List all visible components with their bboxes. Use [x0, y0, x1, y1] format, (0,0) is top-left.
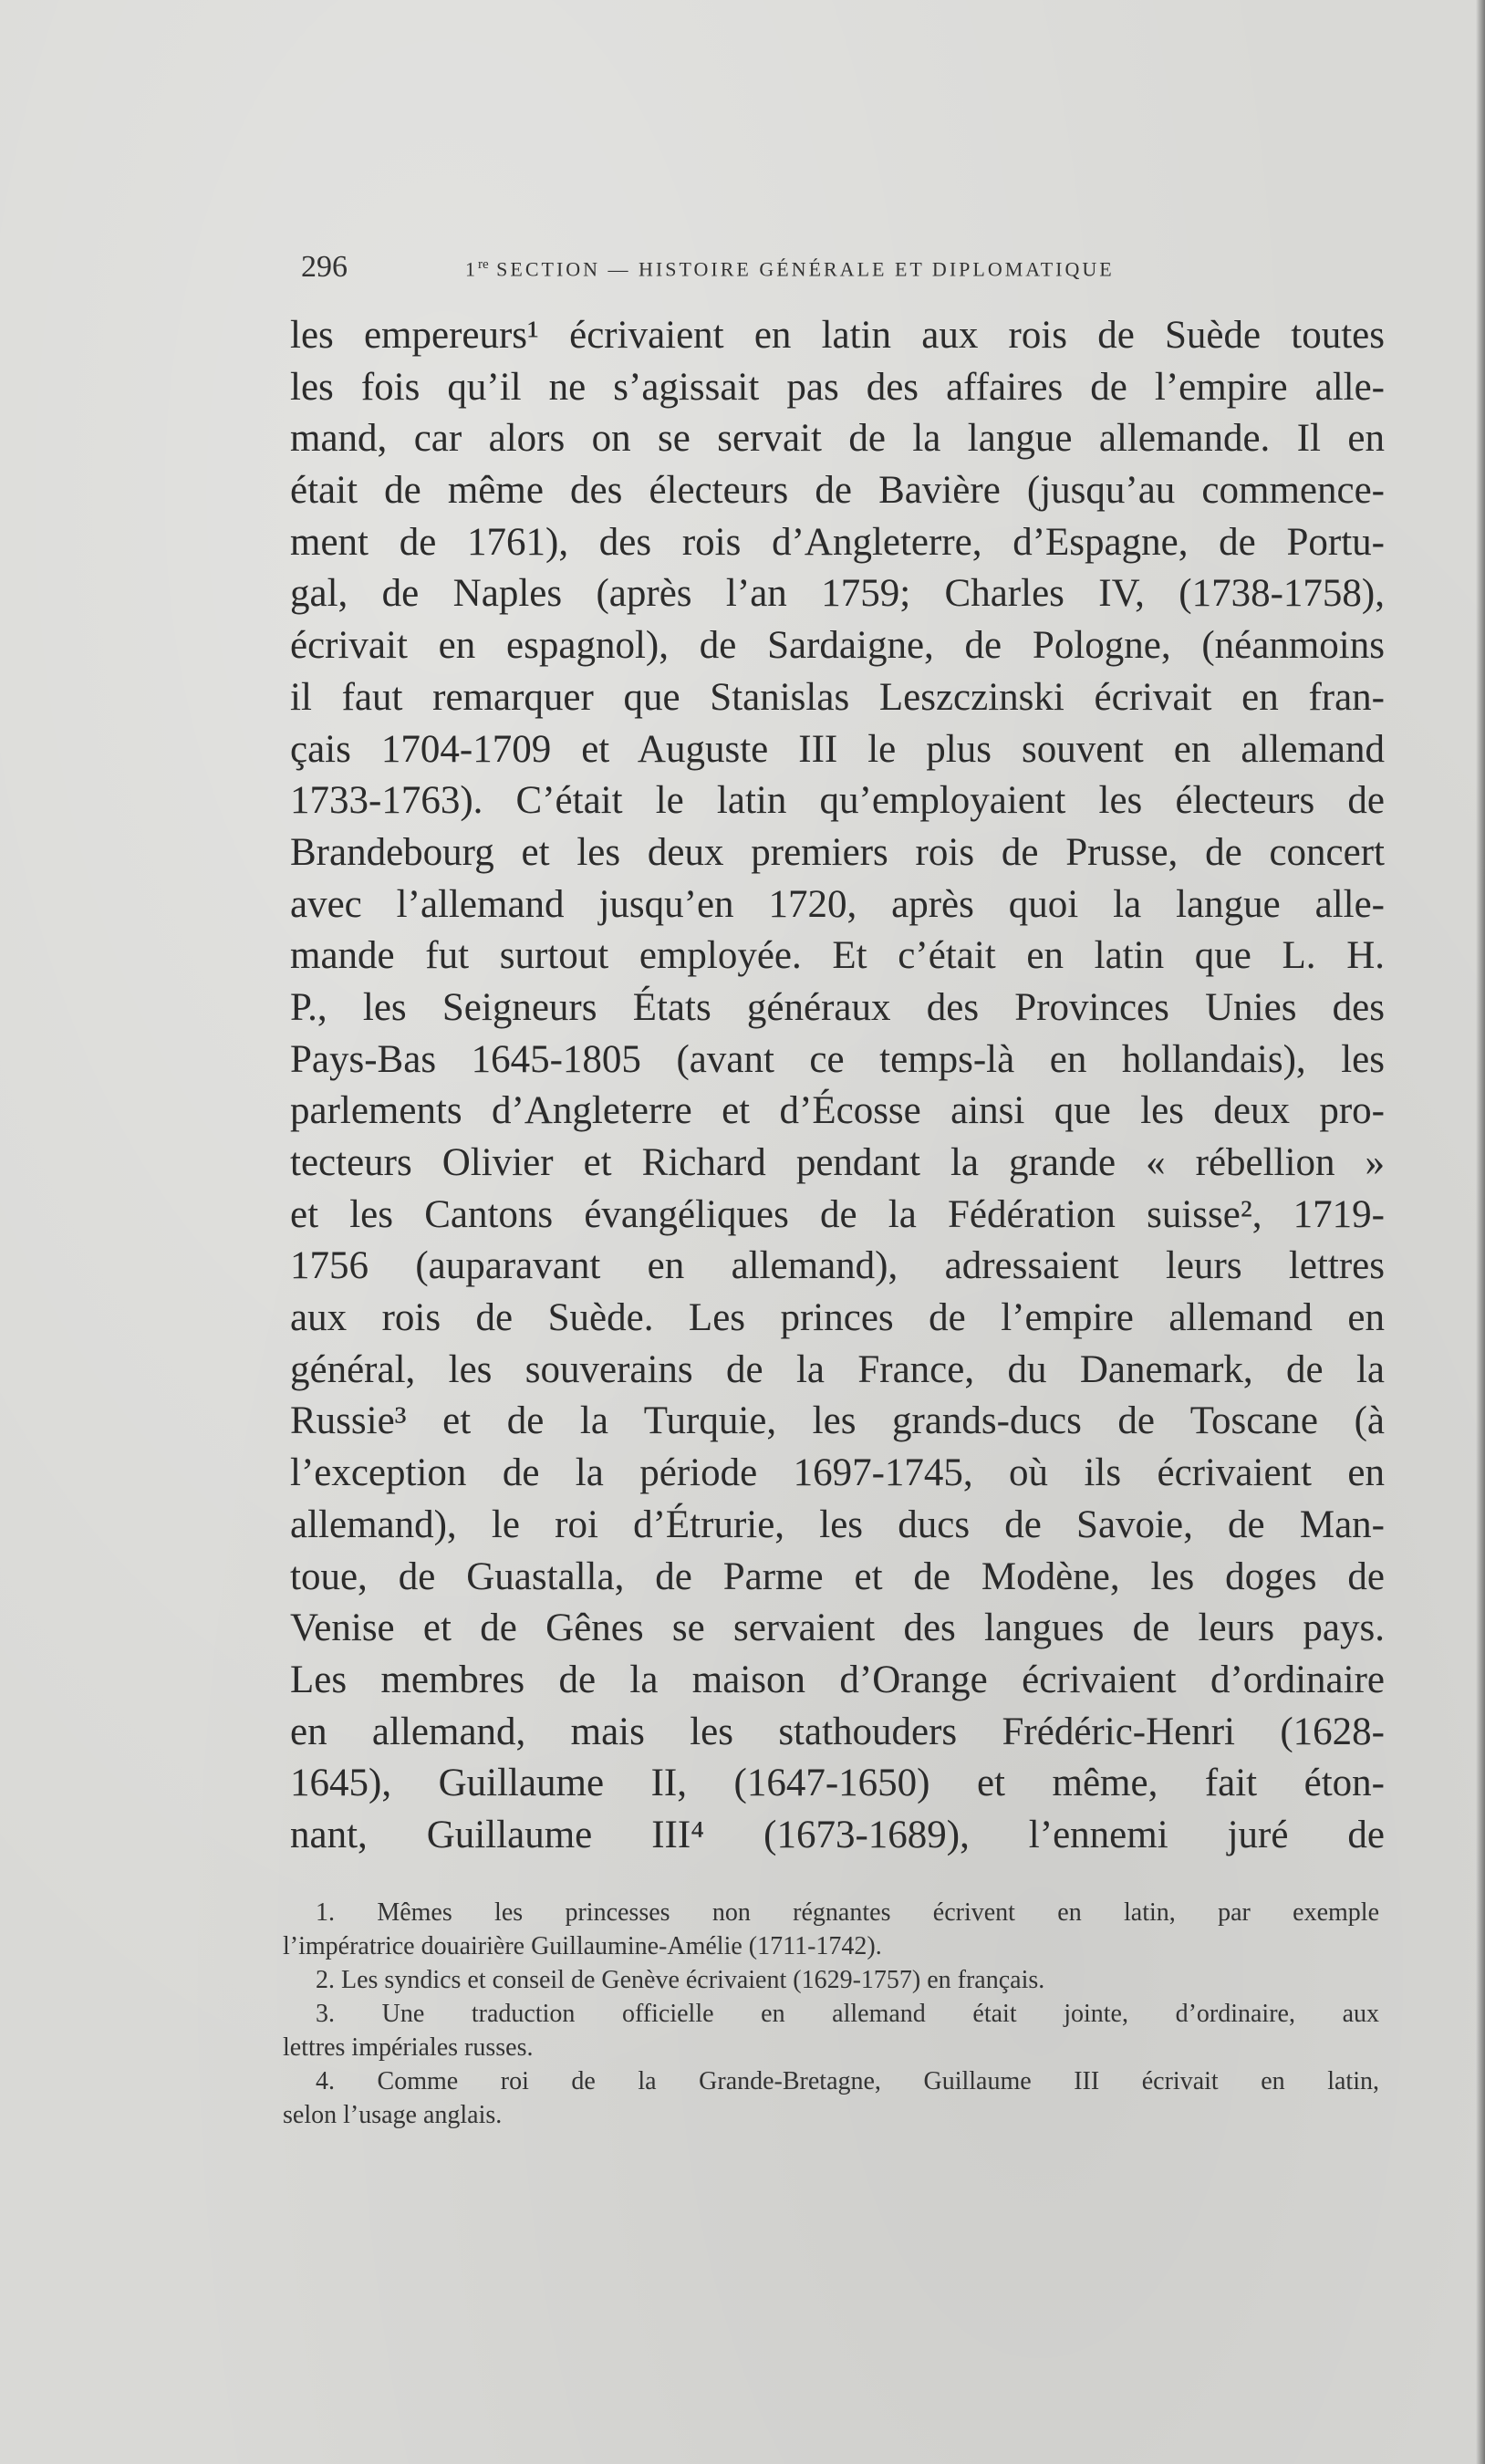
section-number: 1: [465, 257, 478, 281]
text-line: mand, car alors on se servait de la langue allemande. Il en: [290, 417, 1385, 461]
footnote-line: 3. Une traduction officielle en allemand était jointe, d’ordinaire, aux: [316, 2000, 1379, 2028]
text-line: toue, de Guastalla, de Parme et de Modène, les doges de: [290, 1554, 1385, 1598]
section-title: SECTION — HISTOIRE GÉNÉRALE ET DIPLOMATIQUE: [488, 257, 1115, 281]
text-line: était de même des électeurs de Bavière (jusqu’au commence-: [290, 469, 1385, 513]
text-line: il faut remarquer que Stanislas Leszczinski écrivait en fran-: [290, 675, 1385, 719]
text-line: Russie³ et de la Turquie, les grands-ducs de Toscane (à: [290, 1399, 1385, 1443]
footnote-line: 1. Mêmes les princesses non régnantes écrivent en latin, par exemple: [316, 1898, 1379, 1927]
body-paragraph: [290, 310, 1385, 1862]
text-line: les empereurs¹ écrivaient en latin aux rois de Suède toutes: [290, 314, 1385, 357]
text-line: Venise et de Gênes se servaient des langues de leurs pays.: [290, 1606, 1385, 1650]
footnote-line: 4. Comme roi de la Grande-Bretagne, Guillaume III écrivait en latin,: [316, 2067, 1379, 2095]
text-line: aux rois de Suède. Les princes de l’empire allemand en: [290, 1296, 1385, 1340]
text-line: 1645), Guillaume II, (1647-1650) et même, fait éton-: [290, 1762, 1385, 1805]
footnote-line: 2. Les syndics et conseil de Genève écrivaient (1629-1757) en français.: [316, 1966, 1045, 1994]
text-line: les fois qu’il ne s’agissait pas des affaires de l’empire alle-: [290, 365, 1385, 409]
text-line: en allemand, mais les stathouders Frédéric-Henri (1628-: [290, 1710, 1385, 1753]
section-heading: [465, 257, 1115, 281]
text-line: nant, Guillaume III⁴ (1673-1689), l’ennemi juré de: [290, 1813, 1385, 1856]
text-line: Les membres de la maison d’Orange écrivaient d’ordinaire: [290, 1658, 1385, 1701]
running-head: [301, 244, 1222, 290]
footnote-line: lettres impériales russes.: [283, 2033, 534, 2062]
text-line: écrivait en espagnol), de Sardaigne, de Pologne, (néanmoins: [290, 624, 1385, 668]
text-line: Pays-Bas 1645-1805 (avant ce temps-là en hollandais), les: [290, 1037, 1385, 1081]
text-line: gal, de Naples (après l’an 1759; Charles IV, (1738-1758),: [290, 572, 1385, 616]
text-line: l’exception de la période 1697-1745, où ils écrivaient en: [290, 1451, 1385, 1495]
text-line: parlements d’Angleterre et d’Écosse ainsi que les deux pro-: [290, 1089, 1385, 1133]
page-edge-shadow: [1476, 0, 1485, 2464]
text-line: et les Cantons évangéliques de la Fédération suisse², 1719-: [290, 1192, 1385, 1236]
text-line: 1733-1763). C’était le latin qu’employaient les électeurs de: [290, 779, 1385, 823]
text-line: çais 1704-1709 et Auguste III le plus souvent en allemand: [290, 727, 1385, 771]
section-ordinal: re: [478, 257, 489, 272]
footnote-line: selon l’usage anglais.: [283, 2101, 503, 2129]
text-line: tecteurs Olivier et Richard pendant la grande « rébellion »: [290, 1141, 1385, 1184]
footnote-line: l’impératrice douairière Guillaumine-Amélie (1711-1742).: [283, 1932, 882, 1960]
text-line: allemand), le roi d’Étrurie, les ducs de Savoie, de Man-: [290, 1502, 1385, 1546]
text-line: 1756 (auparavant en allemand), adressaient leurs lettres: [290, 1244, 1385, 1288]
text-line: général, les souverains de la France, du Danemark, de la: [290, 1347, 1385, 1391]
page-number: 296: [301, 250, 348, 284]
text-line: P., les Seigneurs États généraux des Provinces Unies des: [290, 985, 1385, 1029]
text-line: ment de 1761), des rois d’Angleterre, d’Espagne, de Portu-: [290, 520, 1385, 564]
text-line: mande fut surtout employée. Et c’était en latin que L. H.: [290, 934, 1385, 978]
text-line: Brandebourg et les deux premiers rois de Prusse, de concert: [290, 830, 1385, 874]
text-line: avec l’allemand jusqu’en 1720, après quoi la langue alle-: [290, 882, 1385, 926]
footnotes: [283, 1896, 1379, 2132]
